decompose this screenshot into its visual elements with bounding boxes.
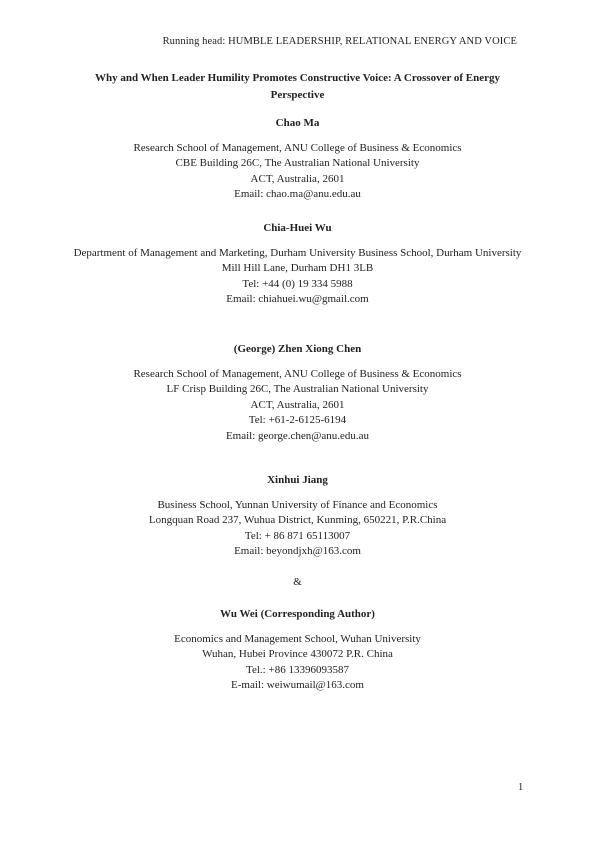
- page-number: 1: [518, 782, 524, 793]
- author-block-zhen-xiong-chen: [70, 342, 525, 445]
- email-line: Email: chao.ma@anu.edu.au: [234, 188, 361, 201]
- affiliation-line: CBE Building 26C, The Australian National University: [175, 157, 420, 170]
- author-block-chao-ma: [70, 116, 525, 203]
- paper-title: Why and When Leader Humility Promotes Constructive Voice: A Crossover of Energy Perspective: [94, 72, 501, 101]
- author-block-xinhui-jiang: [70, 473, 525, 560]
- affiliation-line: ACT, Australia, 2601: [250, 172, 345, 185]
- author-separator: &: [293, 576, 302, 588]
- affiliation-line: Longquan Road 237, Wuhua District, Kunming, 650221, P.R.China: [148, 514, 447, 527]
- phone-line: Tel: + 86 871 65113007: [244, 529, 351, 542]
- affiliation-line: Business School, Yunnan University of Finance and Economics: [157, 498, 438, 511]
- affiliation-line: Department of Management and Marketing, Durham University Business School, Durham University: [73, 246, 522, 259]
- email-line: Email: beyondjxh@163.com: [234, 545, 361, 558]
- author-block-wu-wei: [70, 607, 525, 694]
- phone-line: Tel: +61-2-6125-6194: [248, 414, 347, 427]
- affiliation-line: Mill Hill Lane, Durham DH1 3LB: [221, 262, 374, 275]
- affiliation-line: Wuhan, Hubei Province 430072 P.R. China: [202, 648, 393, 661]
- email-line: Email: chiahuei.wu@gmail.com: [226, 293, 369, 306]
- affiliation-line: Research School of Management, ANU College of Business & Economics: [133, 367, 462, 380]
- author-block-chia-huei-wu: [70, 221, 525, 308]
- author-name: Chao Ma: [275, 117, 320, 129]
- author-name: (George) Zhen Xiong Chen: [233, 343, 362, 355]
- author-name: Wu Wei (Corresponding Author): [220, 608, 375, 620]
- author-name: Chia-Huei Wu: [263, 222, 332, 234]
- email-line: E-mail: weiwumail@163.com: [231, 679, 364, 692]
- phone-line: Tel.: +86 13396093587: [246, 663, 349, 676]
- running-head: Running head: HUMBLE LEADERSHIP, RELATIONAL ENERGY AND VOICE: [162, 36, 517, 47]
- email-line: Email: george.chen@anu.edu.au: [225, 429, 370, 442]
- affiliation-line: Economics and Management School, Wuhan University: [174, 632, 421, 645]
- author-name: Xinhui Jiang: [267, 474, 328, 486]
- affiliation-line: ACT, Australia, 2601: [250, 398, 345, 411]
- affiliation-line: LF Crisp Building 26C, The Australian National University: [166, 383, 429, 396]
- affiliation-line: Research School of Management, ANU College of Business & Economics: [133, 141, 462, 154]
- phone-line: Tel: +44 (0) 19 334 5988: [242, 277, 353, 290]
